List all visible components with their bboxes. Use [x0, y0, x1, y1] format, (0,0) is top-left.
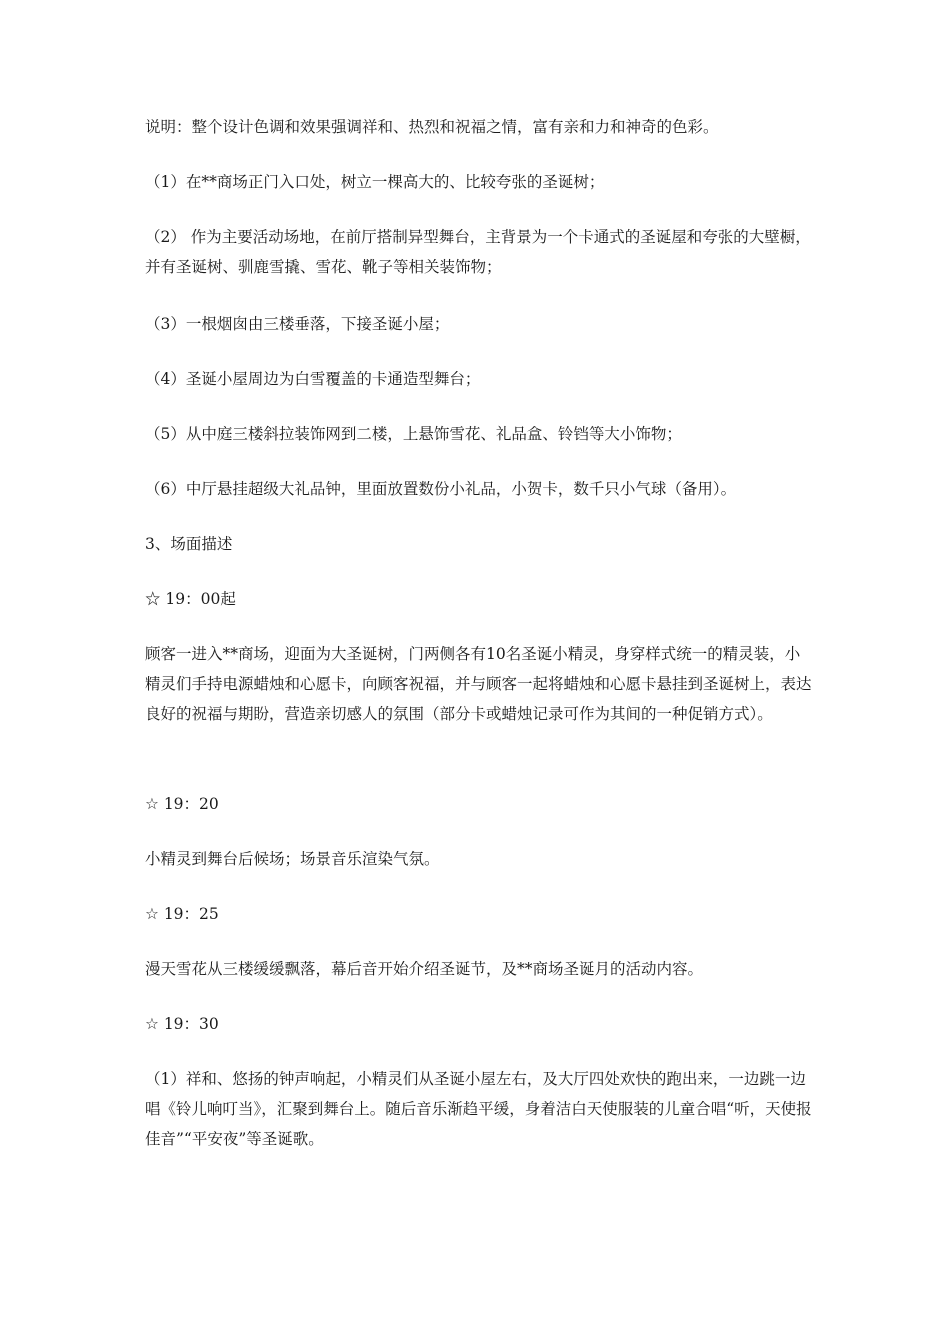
list-item-5: （5）从中庭三楼斜拉装饰网到二楼，上悬饰雪花、礼品盒、铃铛等大小饰物；	[145, 425, 682, 443]
scene-paragraph-1930: （1）祥和、悠扬的钟声响起，小精灵们从圣诞小屋左右，及大厅四处欢快的跑出来，一边跳一边唱《铃儿响叮当》，汇聚到舞台上。随后音乐渐趋平缓，身着洁白天使服装的儿童合唱“听，天使报佳音”“平安夜”等圣诞歌。	[145, 1070, 812, 1148]
time-marker-1930: ☆ 19：30	[145, 1015, 219, 1033]
list-item-3: （3）一根烟囱由三楼垂落，下接圣诞小屋；	[145, 315, 450, 333]
list-item-2: （2） 作为主要活动场地，在前厅搭制异型舞台，主背景为一个卡通式的圣诞屋和夸张的大壁橱，并有圣诞树、驯鹿雪撬、雪花、靴子等相关装饰物；	[145, 228, 811, 276]
list-item-1: （1）在**商场正门入口处，树立一棵高大的、比较夸张的圣诞树；	[145, 173, 605, 191]
scene-paragraph-1900: 顾客一进入**商场，迎面为大圣诞树，门两侧各有10名圣诞小精灵，身穿样式统一的精灵装，小精灵们手持电源蜡烛和心愿卡，向顾客祝福，并与顾客一起将蜡烛和心愿卡悬挂到圣诞树上，表达良好的祝福与期盼，营造亲切感人的氛围（部分卡或蜡烛记录可作为其间的一种促销方式）。	[145, 645, 812, 723]
scene-paragraph-1920: 小精灵到舞台后候场；场景音乐渲染气氛。	[145, 850, 440, 868]
list-item-4: （4）圣诞小屋周边为白雪覆盖的卡通造型舞台；	[145, 370, 481, 388]
time-marker-1920: ☆ 19：20	[145, 795, 219, 813]
list-item-6: （6）中厅悬挂超级大礼品钟，里面放置数份小礼品，小贺卡，数千只小气球（备用）。	[145, 480, 737, 498]
scene-paragraph-1925: 漫天雪花从三楼缓缓飘落，幕后音开始介绍圣诞节，及**商场圣诞月的活动内容。	[145, 960, 704, 978]
intro-paragraph: 说明：整个设计色调和效果强调祥和、热烈和祝福之情，富有亲和力和神奇的色彩。	[145, 118, 719, 136]
section-heading: 3、场面描述	[145, 535, 233, 553]
time-marker-1900: ☆ 19：00起	[145, 590, 236, 608]
time-marker-1925: ☆ 19：25	[145, 905, 219, 923]
